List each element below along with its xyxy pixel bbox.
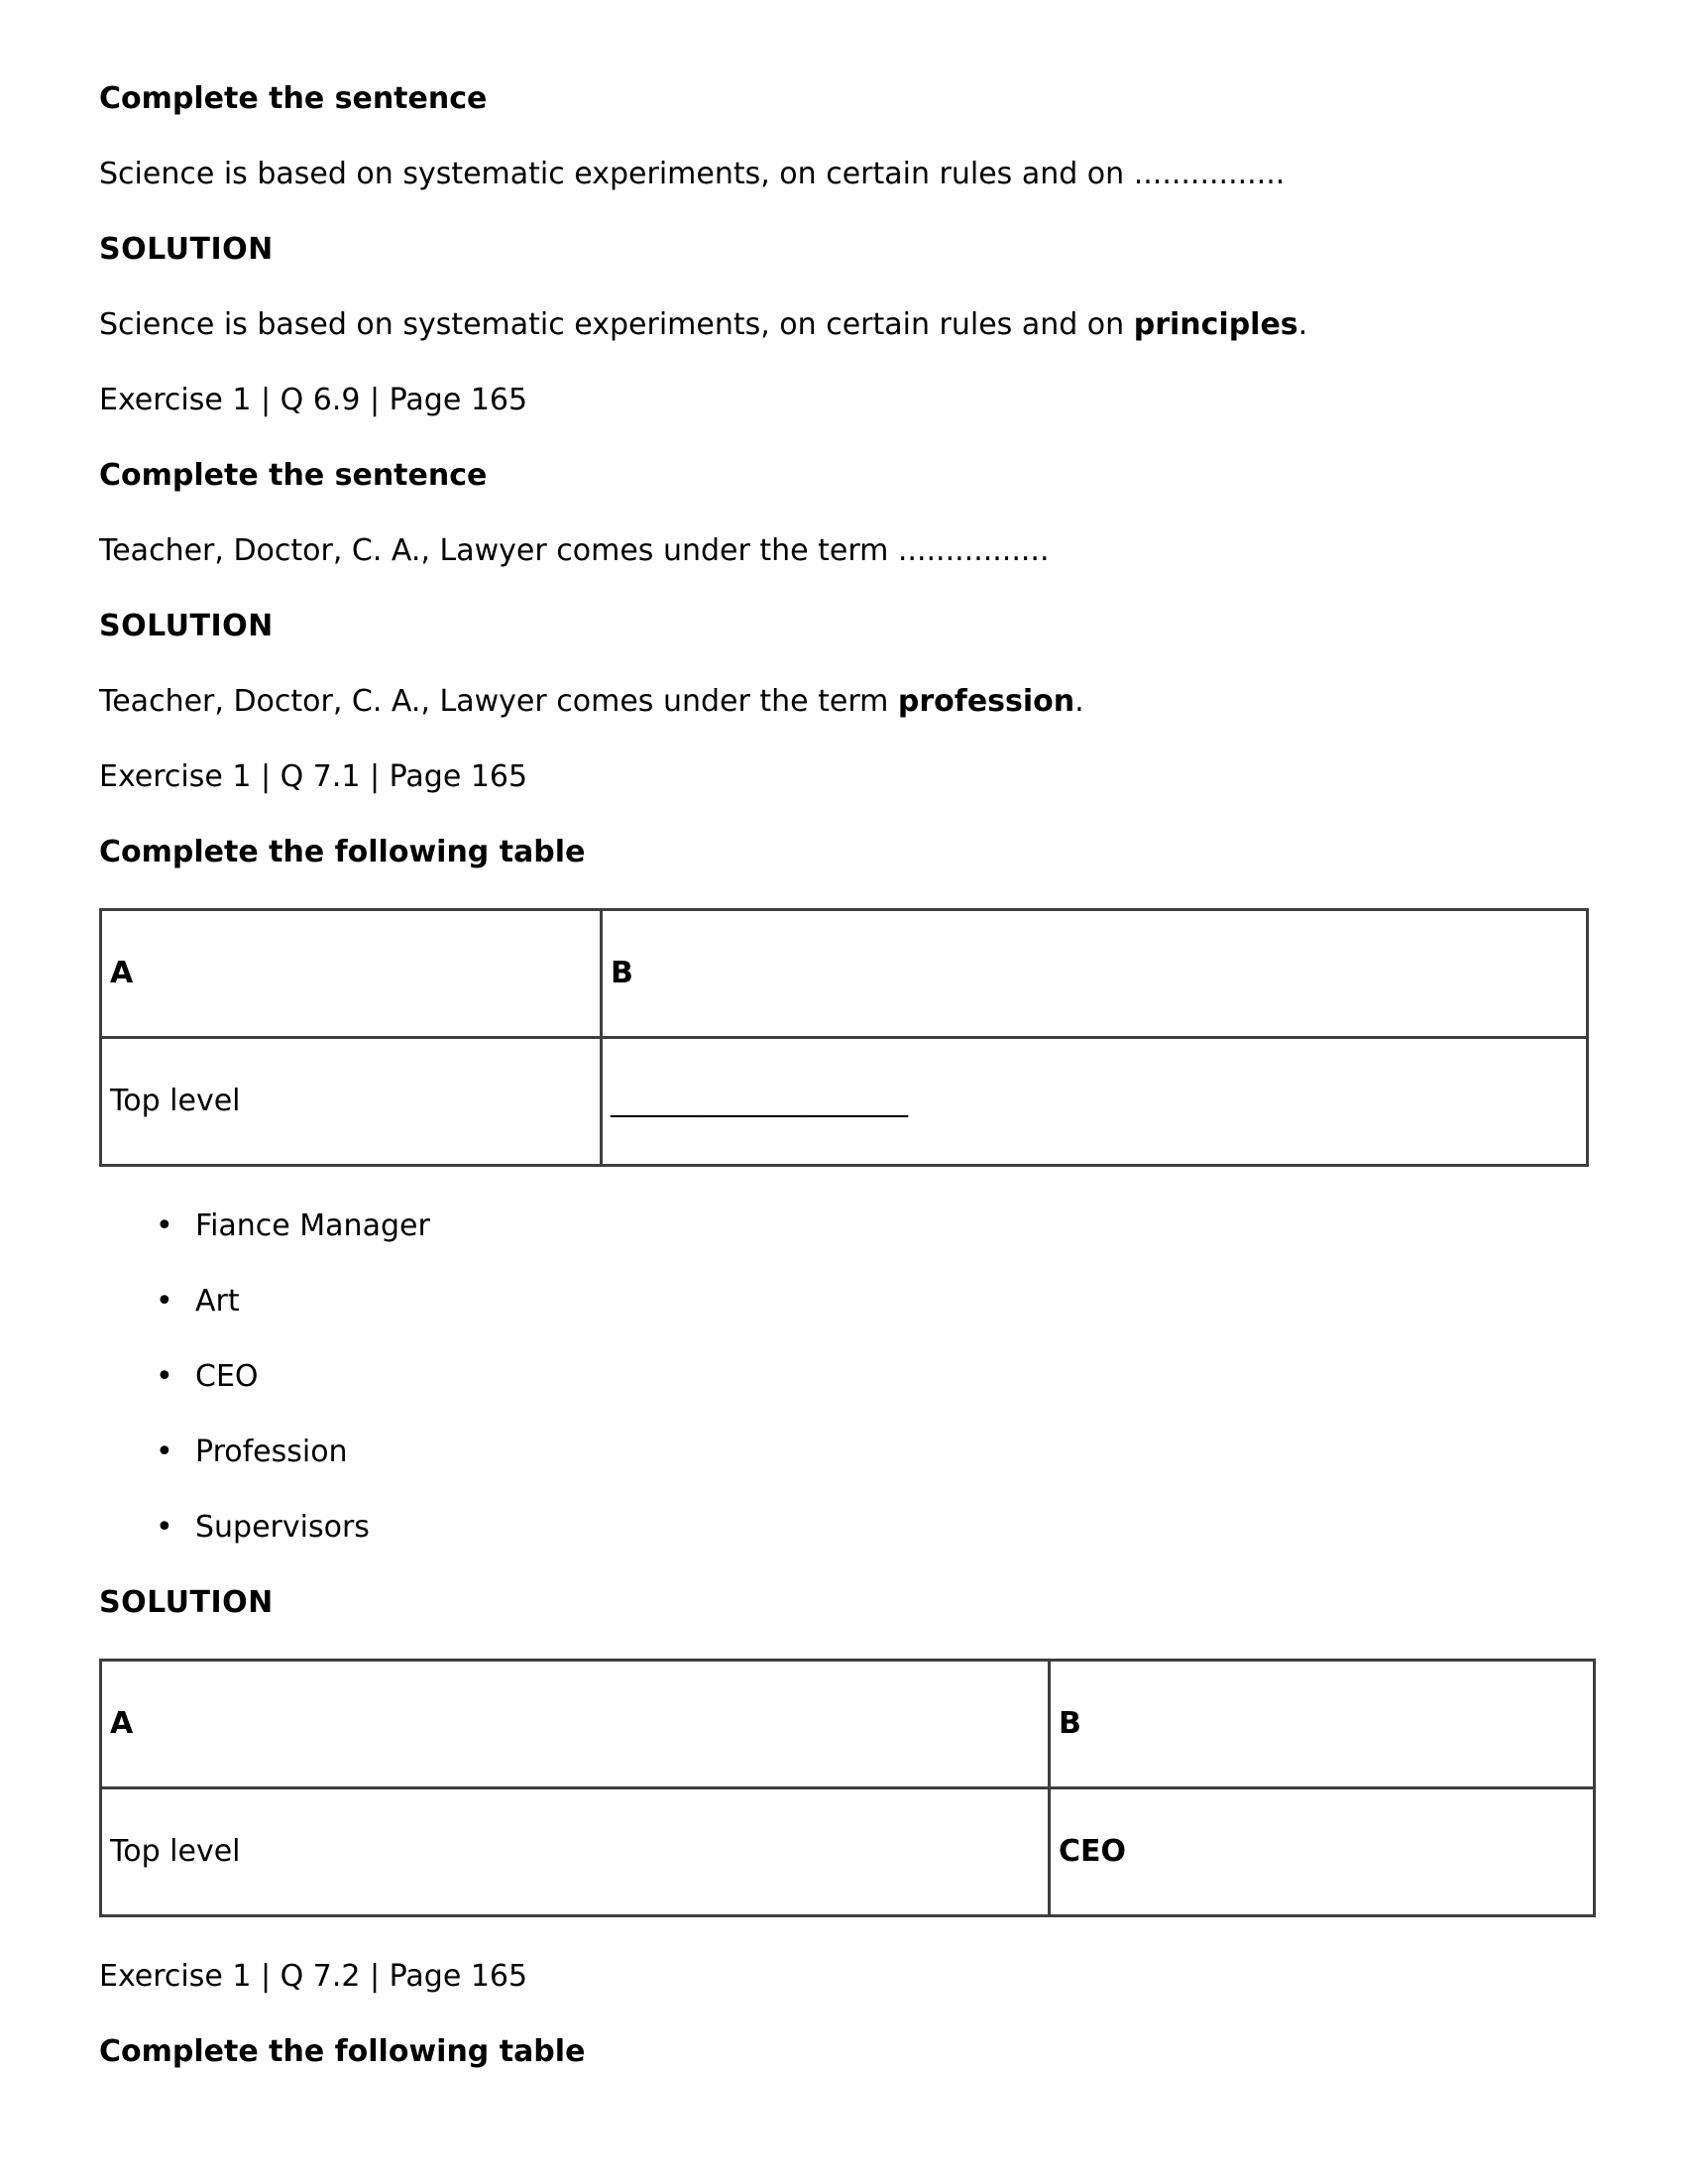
answer-prefix-q71: Teacher, Doctor, C. A., Lawyer comes under the term (99, 684, 898, 719)
option-item: • Profession (99, 1433, 1589, 1472)
option-item: • Art (99, 1282, 1589, 1322)
answer-word-q71: profession (897, 684, 1075, 719)
question-table (99, 908, 1589, 1167)
answer-word-q69: principles (1133, 307, 1298, 342)
question-table-cell-b-blank: ____________________ (602, 1038, 1588, 1166)
question-heading-q72: Complete the following table (99, 835, 586, 869)
answer-prefix-q69: Science is based on systematic experiments, on certain rules and on (99, 307, 1134, 342)
question-heading-q71: Complete the sentence (99, 458, 488, 493)
solution-table-cell-a: Top level (101, 1788, 1050, 1916)
exercise-meta-q72: Exercise 1 | Q 7.2 | Page 165 (99, 1959, 528, 1994)
solution-label-q71: SOLUTION (99, 609, 274, 643)
solution-table-header-row (101, 1661, 1595, 1788)
answer-suffix-q69: . (1297, 307, 1308, 342)
question-table-cell-a: Top level (101, 1038, 602, 1166)
solution-table-header-b: B (1050, 1661, 1595, 1788)
solution-table-cell-b-answer: CEO (1050, 1788, 1595, 1916)
question-text-q71: Teacher, Doctor, C. A., Lawyer comes under the term ................ (99, 533, 1050, 568)
question-text-q69: Science is based on systematic experiments, on certain rules and on ................ (99, 157, 1286, 191)
answer-text-q71 (99, 682, 1589, 722)
option-item: • Supervisors (99, 1508, 1589, 1548)
solution-table-row (101, 1788, 1595, 1916)
exercise-meta-q69: Exercise 1 | Q 6.9 | Page 165 (99, 383, 528, 417)
answer-text-q69 (99, 305, 1589, 345)
options-list (99, 1207, 1589, 1548)
solution-table-header-a: A (101, 1661, 1050, 1788)
question-table-header-a: A (101, 910, 602, 1038)
question-heading-q69: Complete the sentence (99, 81, 488, 116)
answer-suffix-q71: . (1074, 684, 1084, 719)
solution-table (99, 1659, 1596, 1917)
question-table-header-b: B (602, 910, 1588, 1038)
option-item: • Fiance Manager (99, 1207, 1589, 1246)
next-question-heading: Complete the following table (99, 2034, 586, 2069)
solution-label-q72: SOLUTION (99, 1585, 274, 1620)
exercise-meta-q71: Exercise 1 | Q 7.1 | Page 165 (99, 759, 528, 794)
solution-label-q69: SOLUTION (99, 232, 274, 267)
question-table-row (101, 1038, 1588, 1166)
question-table-header-row (101, 910, 1588, 1038)
option-item: • CEO (99, 1357, 1589, 1397)
